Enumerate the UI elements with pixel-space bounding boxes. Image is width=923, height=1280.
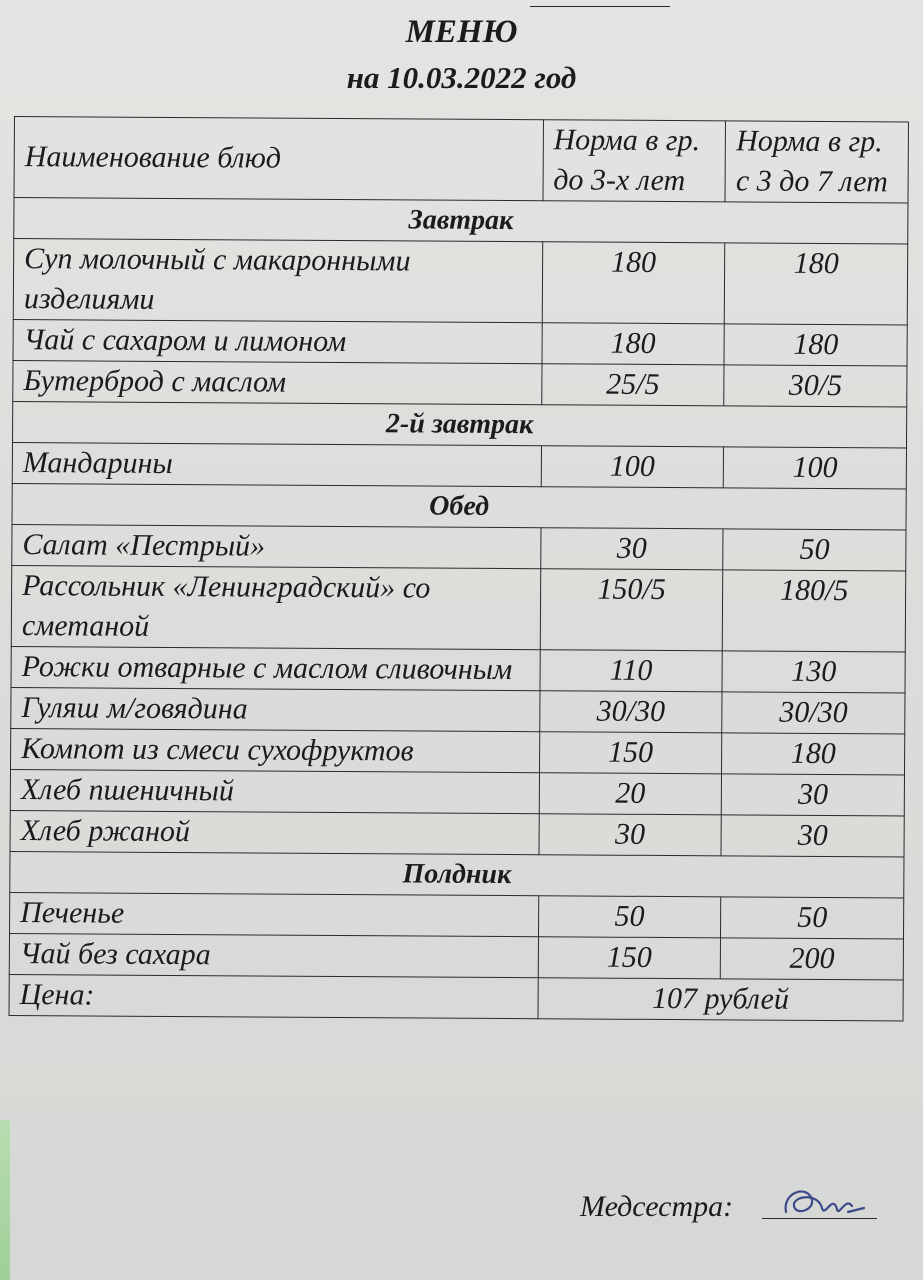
- dish-name: Салат «Пестрый»: [12, 524, 541, 568]
- table-row: [13, 239, 907, 325]
- table-row: [12, 442, 906, 488]
- menu-title: МЕНЮ: [405, 14, 518, 50]
- dish-name: Компот из смеси сухофруктов: [11, 728, 540, 772]
- norm-3-to-7-value: 30: [722, 774, 905, 816]
- table-row: [11, 728, 905, 774]
- section-title: Завтрак: [14, 198, 908, 244]
- section-row: [10, 851, 904, 897]
- norm-3-to-7-value: 130: [722, 651, 905, 693]
- dish-name: Рассольник «Ленинградский» со сметаной: [11, 565, 540, 649]
- table-row: [10, 769, 904, 815]
- table-row: [10, 892, 904, 938]
- background-edge: [0, 1120, 10, 1280]
- table-row: [11, 687, 905, 733]
- norm-under-3-value: 100: [541, 446, 724, 488]
- section-row: [12, 483, 906, 529]
- dish-name: Чай с сахаром и лимоном: [13, 319, 542, 363]
- dish-name: Печенье: [10, 892, 539, 936]
- dish-name: Суп молочный с макаронными изделиями: [13, 239, 542, 323]
- table-row: [13, 360, 907, 406]
- norm-3-to-7-value: 180: [722, 733, 905, 775]
- norm-under-3-value: 110: [540, 650, 723, 692]
- handwritten-signature: [778, 1182, 868, 1226]
- menu-table: [9, 116, 909, 1021]
- table-row: [11, 646, 905, 692]
- norm-under-3-value: 150: [539, 732, 722, 774]
- section-title: Обед: [12, 483, 906, 529]
- dish-name: Хлеб ржаной: [10, 810, 539, 854]
- norm-under-3-value: 20: [539, 773, 722, 815]
- norm-3-to-7-value: 100: [724, 447, 907, 489]
- nurse-signature-label: Медсестра:: [580, 1190, 734, 1223]
- menu-body: [9, 198, 908, 1021]
- table-row: [12, 524, 906, 570]
- dish-name: Рожки отварные с маслом сливочным: [11, 646, 540, 690]
- norm-under-3-value: 30: [539, 814, 722, 856]
- norm-under-3-value: 25/5: [541, 364, 724, 406]
- dish-name: Мандарины: [12, 442, 541, 486]
- dish-name: Чай без сахара: [9, 933, 538, 977]
- price-label: Цена:: [9, 974, 538, 1018]
- header-dish-name: Наименование блюд: [14, 117, 543, 201]
- dish-name: Бутерброд с маслом: [13, 360, 542, 404]
- section-title: 2-й завтрак: [13, 401, 907, 447]
- dish-name: Гуляш м/говядина: [11, 687, 540, 731]
- menu-date: на 10.03.2022 год: [346, 60, 577, 95]
- norm-3-to-7-value: 50: [721, 897, 904, 939]
- norm-3-to-7-value: 30/30: [722, 692, 905, 734]
- norm-under-3-value: 150: [538, 937, 721, 979]
- norm-under-3-value: 180: [542, 242, 725, 324]
- header-norm-3-to-7: Норма в гр. с 3 до 7 лет: [725, 121, 908, 203]
- norm-3-to-7-value: 30/5: [724, 365, 907, 407]
- norm-under-3-value: 30: [540, 528, 723, 570]
- table-row: [9, 933, 903, 979]
- norm-3-to-7-value: 50: [723, 529, 906, 571]
- table-row: [10, 810, 904, 856]
- table-row: [11, 565, 905, 651]
- table-header-row: [14, 117, 908, 203]
- norm-under-3-value: 180: [542, 323, 725, 365]
- section-row: [13, 401, 907, 447]
- norm-3-to-7-value: 30: [721, 815, 904, 857]
- norm-3-to-7-value: 200: [721, 938, 904, 980]
- norm-under-3-value: 50: [538, 896, 721, 938]
- price-value: 107 рублей: [538, 978, 904, 1021]
- norm-under-3-value: 150/5: [540, 569, 723, 651]
- dish-name: Хлеб пшеничный: [10, 769, 539, 813]
- table-row: [13, 319, 907, 365]
- top-line-stub: [530, 0, 670, 7]
- norm-3-to-7-value: 180: [724, 324, 907, 366]
- section-title: Полдник: [10, 851, 904, 897]
- norm-3-to-7-value: 180: [725, 243, 908, 325]
- header-norm-under-3: Норма в гр. до 3-х лет: [543, 120, 726, 202]
- price-row: [9, 974, 903, 1020]
- norm-3-to-7-value: 180/5: [723, 570, 906, 652]
- section-row: [14, 198, 908, 244]
- norm-under-3-value: 30/30: [539, 691, 722, 733]
